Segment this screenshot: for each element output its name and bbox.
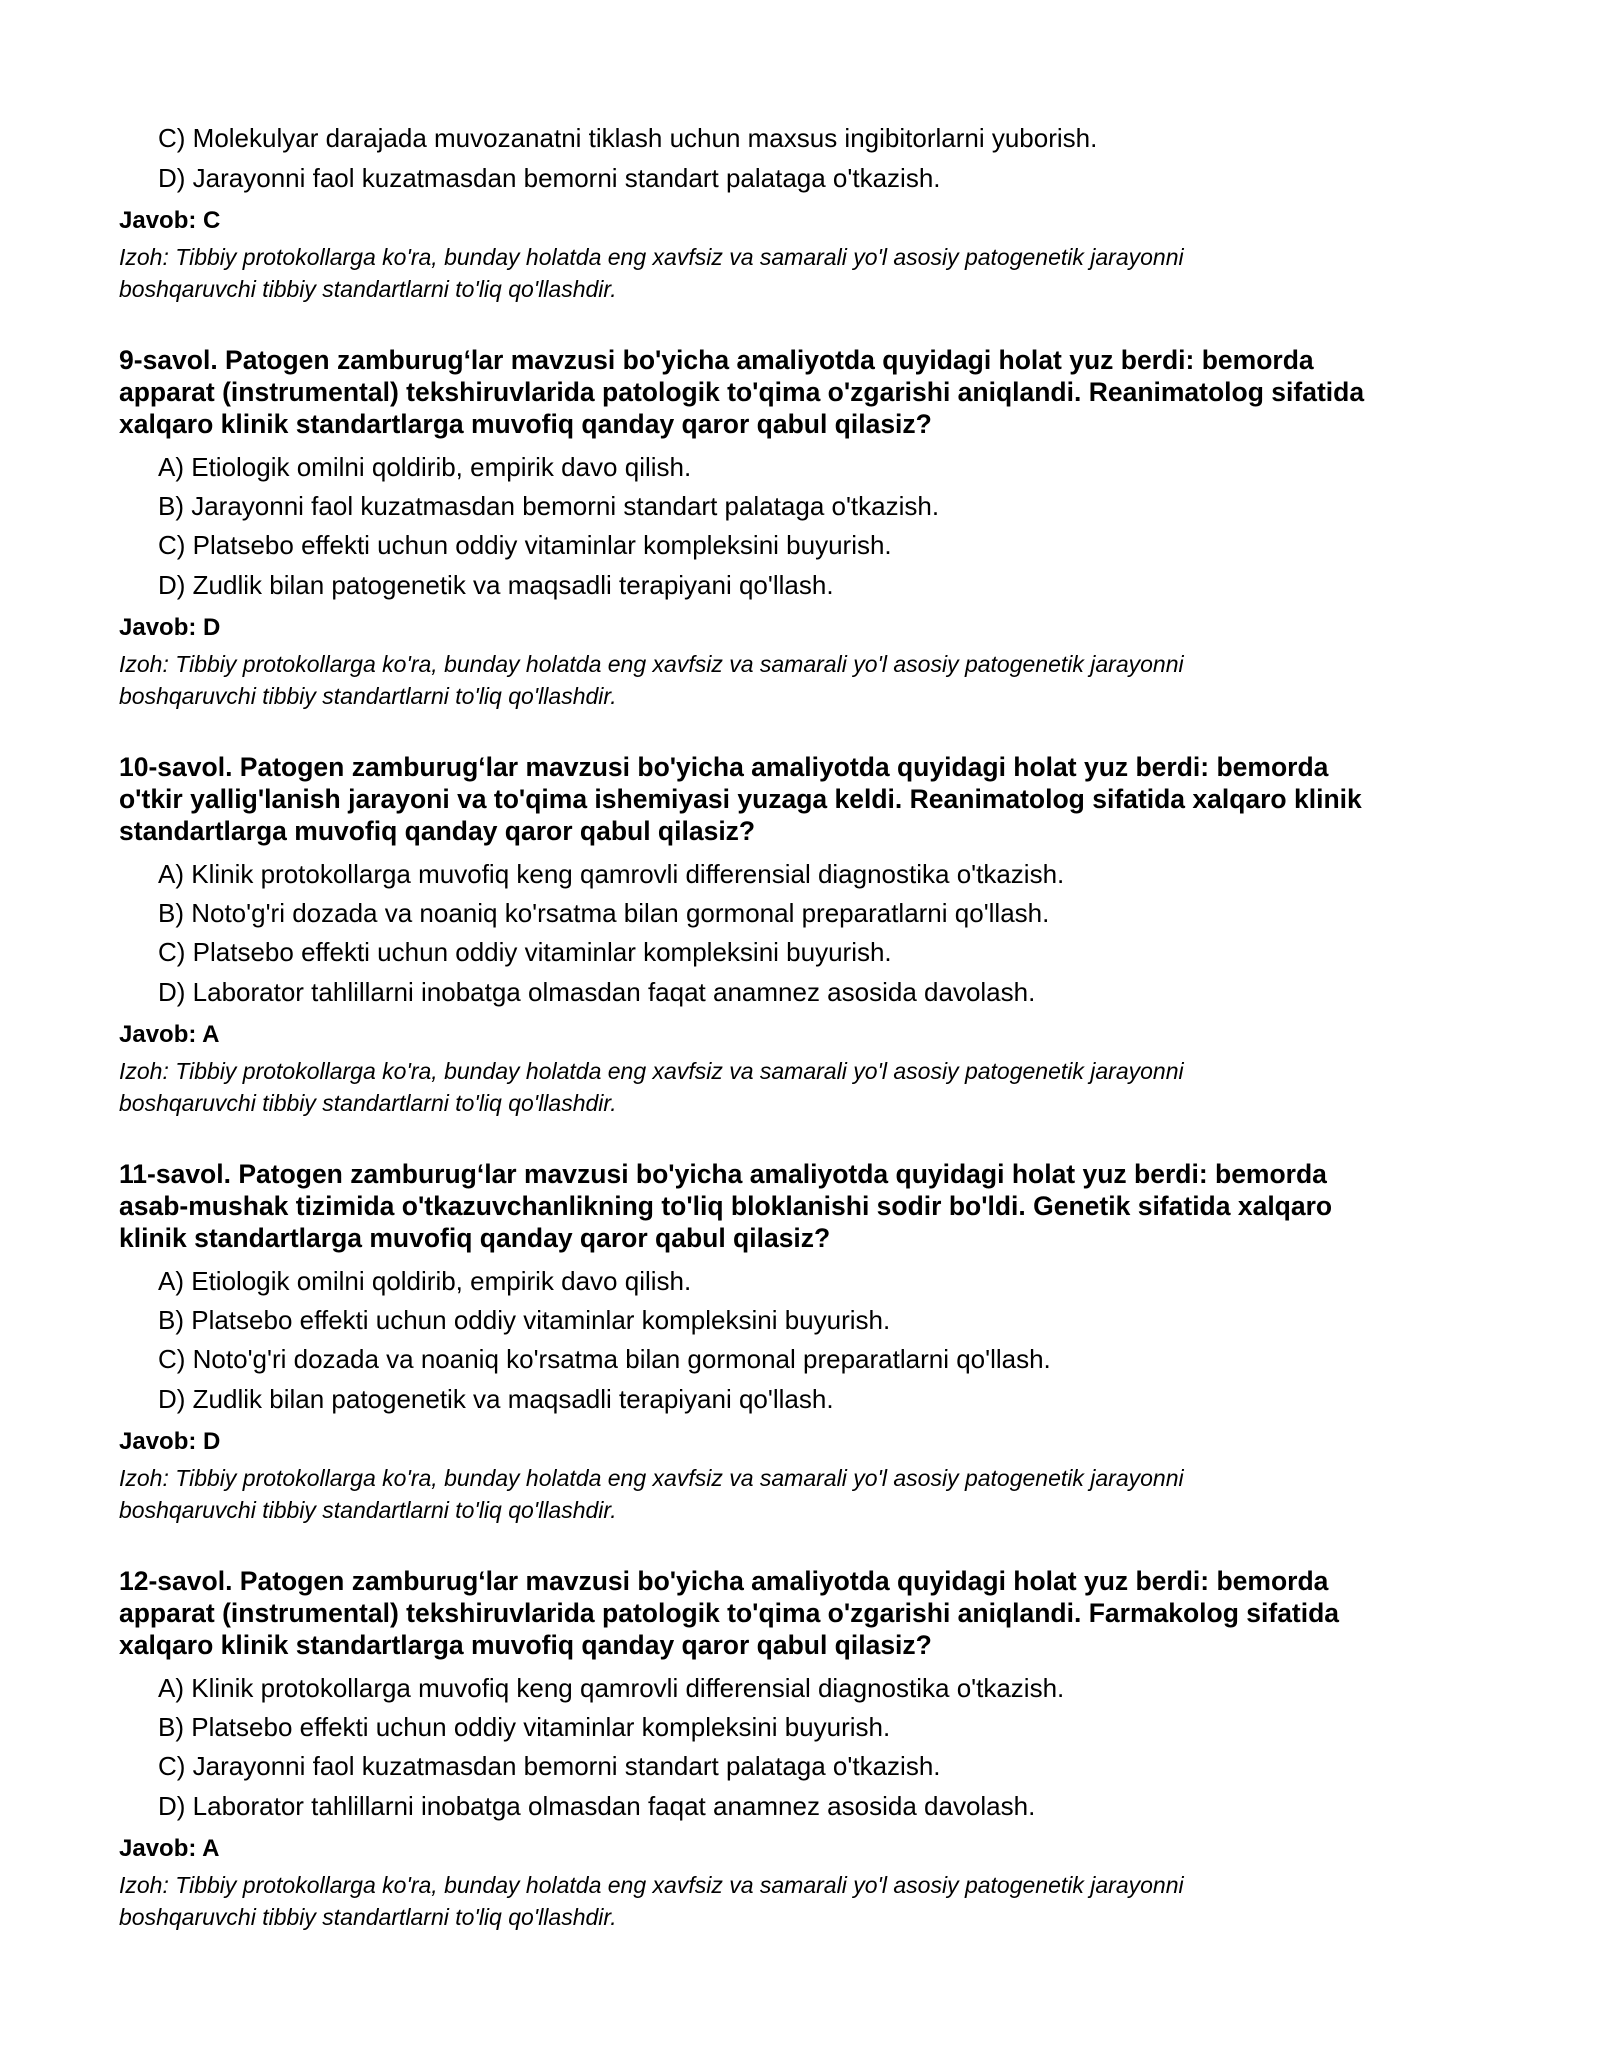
option-b: B) Noto'g'ri dozada va noaniq ko'rsatma bilan gormonal preparatlarni qo'llash. (158, 898, 1050, 928)
option-d: D) Laborator tahlillarni inobatga olmasdan faqat anamnez asosida davolash. (158, 977, 1036, 1007)
option-b: B) Jarayonni faol kuzatmasdan bemorni standart palataga o'tkazish. (158, 491, 940, 521)
explanation: Izoh: Tibbiy protokollarga ko'ra, bunday holatda eng xavfsiz va samarali yo'l asosiy patogenetik jarayonni boshqaruvchi tibbiy standartlarni to'liq qo'llashdir. (119, 651, 1184, 709)
option-a: A) Klinik protokollarga muvofiq keng qamrovli differensial diagnostika o'tkazish. (158, 859, 1065, 889)
option-c: C) Platsebo effekti uchun oddiy vitaminlar kompleksini buyurish. (158, 937, 892, 967)
option-c: C) Platsebo effekti uchun oddiy vitaminlar kompleksini buyurish. (158, 530, 892, 560)
option-d: D) Zudlik bilan patogenetik va maqsadli terapiyani qo'llash. (158, 1384, 834, 1414)
option-c: C) Molekulyar darajada muvozanatni tiklash uchun maxsus ingibitorlarni yuborish. (158, 123, 1098, 153)
option-d: D) Zudlik bilan patogenetik va maqsadli terapiyani qo'llash. (158, 570, 834, 600)
option-a: A) Klinik protokollarga muvofiq keng qamrovli differensial diagnostika o'tkazish. (158, 1673, 1065, 1703)
answer: Javob: C (119, 207, 221, 234)
answer: Javob: D (119, 614, 221, 641)
option-b: B) Platsebo effekti uchun oddiy vitaminlar kompleksini buyurish. (158, 1712, 891, 1742)
option-c: C) Noto'g'ri dozada va noaniq ko'rsatma bilan gormonal preparatlarni qo'llash. (158, 1344, 1051, 1374)
explanation: Izoh: Tibbiy protokollarga ko'ra, bunday holatda eng xavfsiz va samarali yo'l asosiy patogenetik jarayonni boshqaruvchi tibbiy standartlarni to'liq qo'llashdir. (119, 244, 1184, 302)
answer: Javob: A (119, 1835, 220, 1862)
explanation: Izoh: Tibbiy protokollarga ko'ra, bunday holatda eng xavfsiz va samarali yo'l asosiy patogenetik jarayonni boshqaruvchi tibbiy standartlarni to'liq qo'llashdir. (119, 1058, 1184, 1116)
question-12: 12-savol. Patogen zamburug‘lar mavzusi bo'yicha amaliyotda quyidagi holat yuz berdi: bemorda apparat (instrumental) tekshiruvlarida patologik to'qima o'zgarishi aniqlandi. Farmakolog sifatida xalqaro klinik standartlarga muvofiq qanday qaror qabul qilasiz? (119, 1566, 1340, 1660)
option-a: A) Etiologik omilni qoldirib, empirik davo qilish. (158, 1266, 692, 1296)
question-11: 11-savol. Patogen zamburug‘lar mavzusi bo'yicha amaliyotda quyidagi holat yuz berdi: bemorda asab-mushak tizimida o'tkazuvchanlikning to'liq bloklanishi sodir bo'ldi. Genetik sifatida xalqaro klinik standartlarga muvofiq qanday qaror qabul qilasiz? (119, 1159, 1333, 1253)
option-c: C) Jarayonni faol kuzatmasdan bemorni standart palataga o'tkazish. (158, 1751, 941, 1781)
question-10: 10-savol. Patogen zamburug‘lar mavzusi bo'yicha amaliyotda quyidagi holat yuz berdi: bemorda o'tkir yallig'lanish jarayoni va to'qima ishemiyasi yuzaga keldi. Reanimatolog sifatida xalqaro klinik standartlarga muvofiq qanday qaror qabul qilasiz? (119, 752, 1362, 846)
answer: Javob: A (119, 1021, 220, 1048)
explanation: Izoh: Tibbiy protokollarga ko'ra, bunday holatda eng xavfsiz va samarali yo'l asosiy patogenetik jarayonni boshqaruvchi tibbiy standartlarni to'liq qo'llashdir. (119, 1465, 1184, 1523)
explanation: Izoh: Tibbiy protokollarga ko'ra, bunday holatda eng xavfsiz va samarali yo'l asosiy patogenetik jarayonni boshqaruvchi tibbiy standartlarni to'liq qo'llashdir. (119, 1872, 1184, 1930)
option-d: D) Jarayonni faol kuzatmasdan bemorni standart palataga o'tkazish. (158, 163, 941, 193)
option-b: B) Platsebo effekti uchun oddiy vitaminlar kompleksini buyurish. (158, 1305, 891, 1335)
option-d: D) Laborator tahlillarni inobatga olmasdan faqat anamnez asosida davolash. (158, 1791, 1036, 1821)
option-a: A) Etiologik omilni qoldirib, empirik davo qilish. (158, 452, 692, 482)
answer: Javob: D (119, 1428, 221, 1455)
question-9: 9-savol. Patogen zamburug‘lar mavzusi bo'yicha amaliyotda quyidagi holat yuz berdi: bemorda apparat (instrumental) tekshiruvlarida patologik to'qima o'zgarishi aniqlandi. Reanimatolog sifatida xalqaro klinik standartlarga muvofiq qanday qaror qabul qilasiz? (119, 345, 1365, 439)
